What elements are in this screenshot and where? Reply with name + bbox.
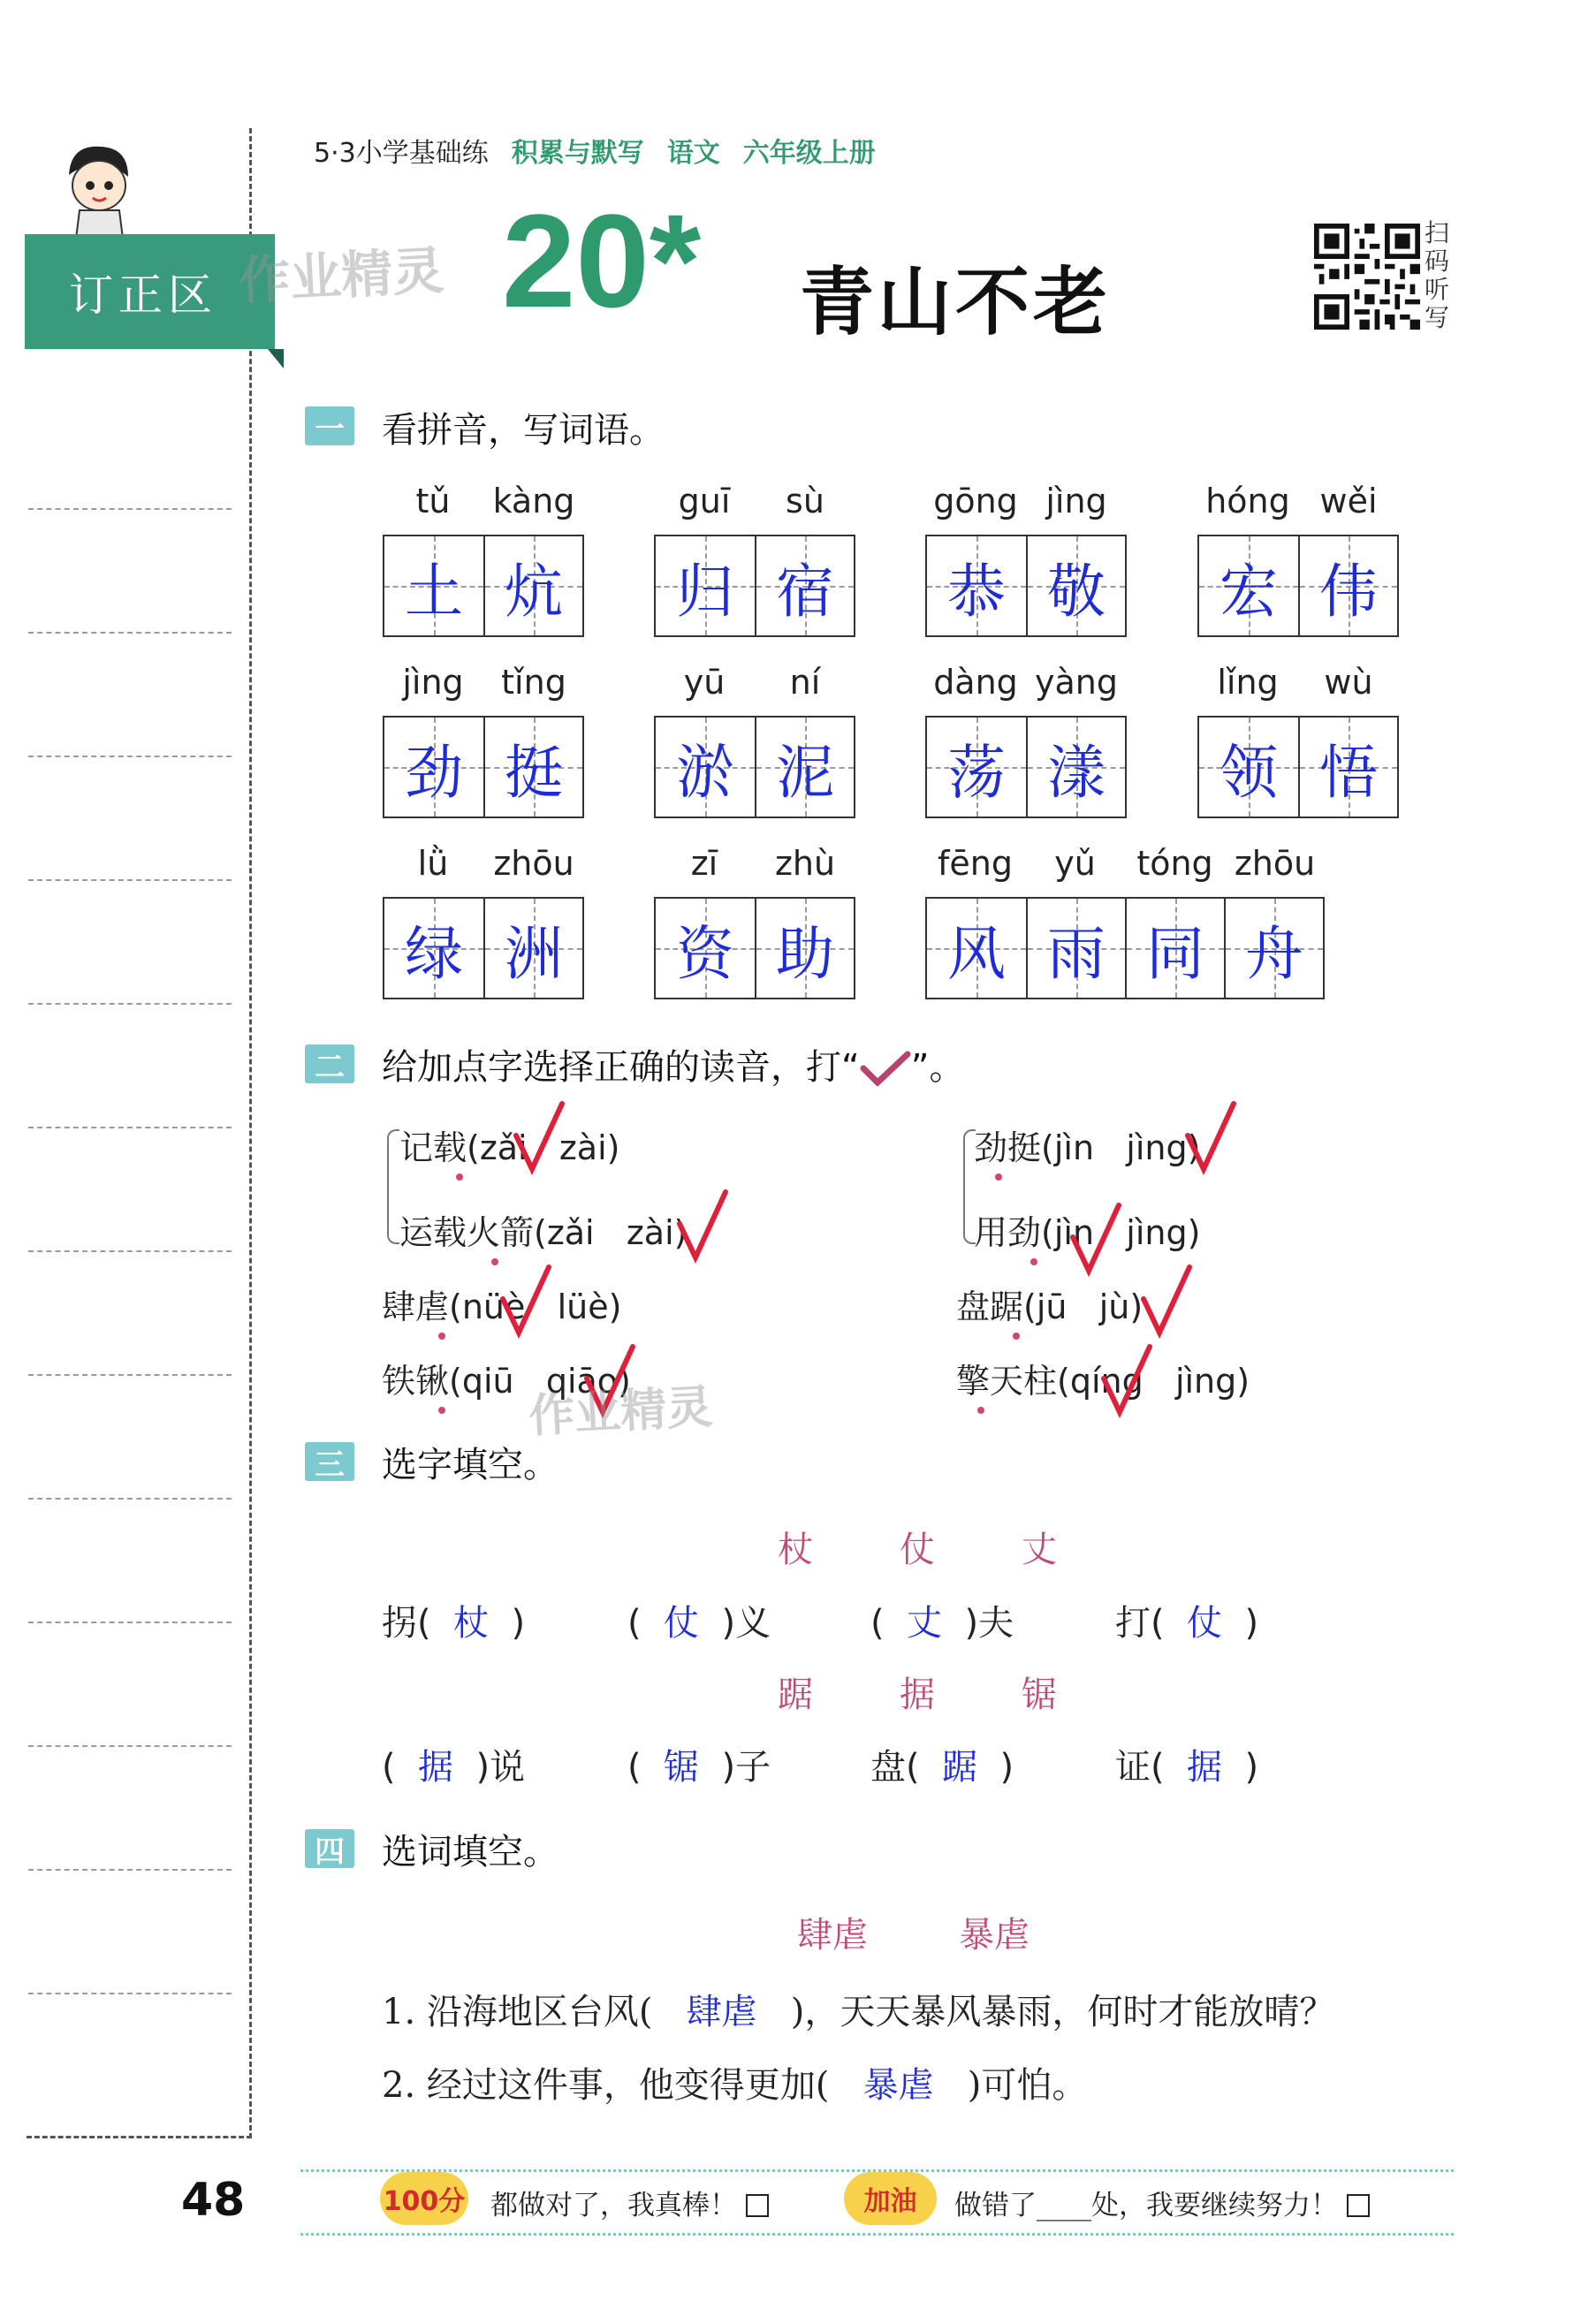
answer: 据 [418,1747,454,1788]
pinyin-syllable: zhōu [1234,844,1316,883]
red-check-icon [676,1189,729,1264]
sidebar-rule [28,1250,232,1252]
emphasis-dot [995,1173,1002,1181]
answer: 仗 [664,1603,700,1644]
pinyin-syllable: tóng [1136,844,1213,883]
mascot-boy-icon [53,140,141,246]
char-option: 杖 [778,1530,813,1570]
pinyin-syllable: fēng [938,844,1013,883]
pinyin-syllable: lǐng [1217,663,1279,702]
subject-name: 语文 [666,138,720,169]
char-cell[interactable] [927,536,1026,635]
answer: 仗 [1187,1603,1223,1644]
section4-title: 选词填空。 [382,1832,558,1872]
sentence: 2. 经过这件事，他变得更加( 暴虐 )可怕。 [382,2065,1088,2106]
pinyin-syllable: wěi [1319,482,1378,520]
word-box [654,482,855,637]
answer: 丈 [907,1603,943,1644]
pronunciation-item: 肆虐(nüè lüè) [382,1287,622,1326]
char-cell[interactable] [1026,536,1125,635]
pinyin [925,663,1127,702]
pronunciation-item: 盘踞(jū jù) [956,1287,1144,1326]
char-option: 踞 [778,1675,813,1715]
pinyin-syllable: tǐng [501,663,566,702]
pinyin-syllable: dàng [933,663,1018,702]
fill-item: 打( 仗 ) [1115,1603,1259,1644]
char-cell[interactable] [384,536,483,635]
pinyin-syllable: yǔ [1054,844,1096,883]
pinyin [383,482,584,520]
word-option: 肆虐 [797,1915,868,1956]
encourage-badge: 加油 [844,2172,937,2225]
char-cell[interactable] [1199,718,1298,816]
written-char: 炕 [505,557,563,626]
written-char: 漾 [1047,738,1106,807]
written-char: 洲 [505,919,563,988]
red-check-icon [1184,1100,1237,1175]
qr-label: 扫码听写 [1425,218,1450,332]
word-box [1197,482,1399,637]
sidebar-rule [28,1869,232,1871]
sidebar-rule [28,1127,232,1128]
watermark: 作业精灵 [237,239,445,312]
char-option: 锯 [1022,1675,1057,1715]
red-check-icon [499,1264,552,1339]
sidebar-rule [28,879,232,881]
written-char: 泥 [776,738,834,807]
page-number: 48 [181,2174,246,2227]
checkbox[interactable] [1347,2194,1370,2217]
fill-item: ( 仗 )义 [627,1603,771,1644]
section1-title: 看拼音，写词语。 [382,410,665,451]
written-char: 悟 [1319,738,1378,807]
sidebar-rule [28,632,232,634]
pinyin [925,482,1127,520]
char-cell[interactable] [656,536,755,635]
char-cell[interactable] [1199,536,1298,635]
emphasis-dot [1030,1258,1037,1265]
word-box [654,844,855,999]
pinyin-syllable: tǔ [415,482,451,520]
char-cell[interactable] [384,718,483,816]
sidebar-label: 订正区 [25,234,275,349]
pinyin-syllable: zī [690,844,718,883]
sidebar-rule [28,1498,232,1500]
char-option: 据 [900,1675,935,1715]
emphasis-dot [1013,1333,1020,1340]
section2-title-pre: 给加点字选择正确的读音，打“ [382,1047,860,1088]
self-check-text-2: 做错了____处，我要继续努力！ [954,2183,1370,2222]
lesson-title: 青山不老 [800,259,1112,346]
pinyin-syllable: yàng [1035,663,1118,702]
pinyin-syllable: hóng [1205,482,1290,520]
lesson-number: 20* [502,186,702,335]
char-cell[interactable] [755,718,854,816]
fill-item: 证( 据 ) [1115,1747,1259,1788]
pronunciation-item: 用劲(jìn jìng) [974,1213,1201,1252]
written-char: 同 [1146,919,1204,988]
grade-name: 六年级上册 [742,138,876,169]
checkbox[interactable] [746,2194,769,2217]
book-header [314,131,876,170]
char-cell[interactable] [656,899,755,998]
written-char: 绿 [405,919,463,988]
char-cell[interactable] [483,899,582,998]
written-char: 资 [676,919,734,988]
written-char: 恭 [947,557,1006,626]
red-check-icon [1069,1202,1122,1277]
emphasis-dot [491,1258,498,1265]
pinyin [1197,663,1399,702]
char-cell[interactable] [656,718,755,816]
written-char: 伟 [1319,557,1378,626]
written-char: 领 [1219,738,1278,807]
char-option: 丈 [1022,1530,1057,1570]
emphasis-dot [456,1173,463,1181]
fill-item: 拐( 杖 ) [382,1603,526,1644]
written-char: 助 [776,919,834,988]
char-cell[interactable] [1298,536,1397,635]
sentence: 1. 沿海地区台风( 肆虐 )，天天暴风暴雨，何时才能放晴？ [382,1992,1335,2032]
written-char: 淤 [676,738,734,807]
word-box [925,844,1325,999]
pinyin-syllable: jìng [1045,482,1107,520]
written-char: 舟 [1245,919,1303,988]
section2-title [382,1039,964,1090]
word-option: 暴虐 [959,1915,1030,1956]
pinyin-syllable: zhōu [493,844,574,883]
pinyin [1197,482,1399,520]
char-cell[interactable] [1125,899,1224,998]
section2-badge: 二 [305,1044,354,1083]
char-cell[interactable] [483,718,582,816]
written-char: 挺 [505,738,563,807]
red-check-icon [513,1100,566,1175]
pinyin [383,844,584,883]
pronunciation-item: 劲挺(jìn jìng) [974,1128,1201,1167]
word-box [925,482,1127,637]
qr-code-icon[interactable] [1314,224,1420,330]
pinyin [654,482,855,520]
pinyin-syllable: guī [678,482,731,520]
pinyin-syllable: sù [786,482,824,520]
fill-item: ( 锯 )子 [627,1747,771,1788]
score-badge: 100分 [380,2172,468,2225]
sidebar-rule [28,508,232,510]
pinyin-syllable: lǜ [417,844,449,883]
pinyin-syllable: wù [1324,663,1373,702]
fill-item: ( 丈 )夫 [870,1603,1014,1644]
word-box [383,844,584,999]
section3-badge: 三 [305,1442,354,1481]
sidebar-rule [28,756,232,757]
written-char: 风 [947,919,1006,988]
pinyin-syllable: kàng [492,482,575,520]
series-name: 5·3小学基础练 [314,138,489,169]
red-check-icon [1140,1264,1193,1339]
answer: 肆虐 [686,1992,757,2032]
sidebar-rule [28,1374,232,1376]
checkmark-icon [860,1051,911,1086]
section2-title-post: ”。 [910,1047,965,1088]
char-cell[interactable] [1298,718,1397,816]
char-cell[interactable] [755,899,854,998]
pinyin [925,844,1325,883]
book-name: 积累与默写 [511,138,644,169]
written-char: 劲 [405,738,463,807]
emphasis-dot [977,1407,984,1414]
answer: 杖 [453,1603,490,1644]
red-check-icon [1100,1343,1153,1418]
pinyin-syllable: zhù [774,844,836,883]
char-cell[interactable] [927,718,1026,816]
pinyin-syllable: ní [789,663,821,702]
char-cell[interactable] [1224,899,1323,998]
word-box [383,663,584,818]
sidebar-rule [28,1003,232,1005]
word-box [1197,663,1399,818]
char-cell[interactable] [927,899,1026,998]
left-brace [387,1129,399,1244]
written-char: 土 [405,557,463,626]
written-char: 归 [676,557,734,626]
section4-badge: 四 [305,1829,354,1868]
fill-item: 盘( 踞 ) [870,1747,1014,1788]
char-cell[interactable] [755,536,854,635]
char-cell[interactable] [483,536,582,635]
word-box [925,663,1127,818]
sidebar-rule [28,1993,232,1994]
word-box [383,482,584,637]
emphasis-dot [438,1407,445,1414]
pinyin-syllable: yū [683,663,726,702]
pinyin [654,844,855,883]
written-char: 宿 [776,557,834,626]
pronunciation-item: 记载(zǎi zài) [399,1128,620,1167]
self-check-text-1: 都做对了，我真棒！ [490,2183,769,2222]
section3-title: 选字填空。 [382,1445,558,1485]
written-char: 雨 [1047,919,1106,988]
written-char: 荡 [947,738,1006,807]
written-char: 宏 [1219,557,1278,626]
written-char: 敬 [1047,557,1106,626]
pinyin [383,663,584,702]
char-cell[interactable] [1026,899,1125,998]
emphasis-dot [438,1333,445,1340]
sidebar-rule [28,1745,232,1747]
answer: 锯 [664,1747,700,1788]
pinyin-syllable: gōng [933,482,1018,520]
answer: 暴虐 [862,2065,934,2106]
char-option: 仗 [900,1530,935,1570]
sidebar-rule [28,1621,232,1623]
section1-badge: 一 [305,406,354,445]
pinyin [654,663,855,702]
correction-sidebar [27,128,252,2138]
fill-item: ( 据 )说 [382,1747,526,1788]
pronunciation-item: 运载火箭(zǎi zài) [399,1213,688,1252]
watermark: 作业精灵 [527,1380,714,1444]
answer: 据 [1187,1747,1223,1788]
char-cell[interactable] [384,899,483,998]
pinyin-syllable: jìng [402,663,464,702]
word-box [654,663,855,818]
pronunciation-item: 擎天柱(qíng jìng) [956,1362,1250,1401]
char-cell[interactable] [1026,718,1125,816]
answer: 踞 [942,1747,978,1788]
pronunciation-item: 铁锹(qiū qiāo) [382,1362,631,1401]
